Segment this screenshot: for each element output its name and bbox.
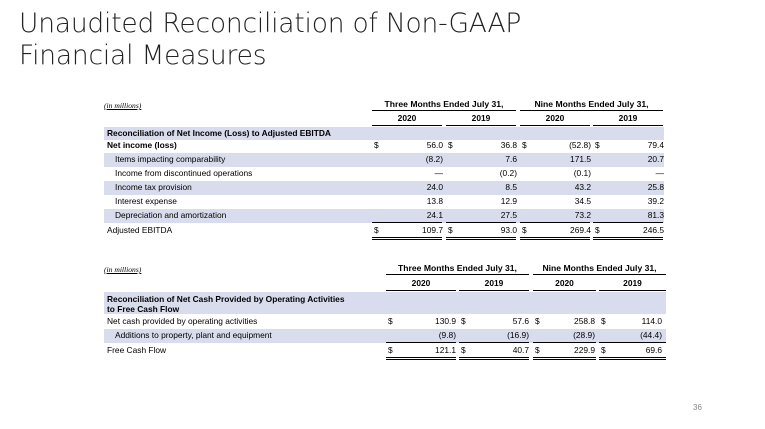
row-label: Additions to property, plant and equipment (115, 330, 272, 340)
table-cell: 7.6 (505, 154, 517, 164)
table-cell: 114.0 (641, 316, 662, 326)
row-label: Items impacting comparability (115, 154, 226, 164)
table-cell: 69.6 (645, 345, 662, 355)
subtotal-underline (533, 342, 596, 343)
table-cell: 229.9 (574, 345, 595, 355)
table-cell: (28.9) (573, 330, 595, 340)
year-header: 2020 (555, 278, 574, 288)
year-header: 2020 (411, 278, 431, 288)
table-cell: 57.6 (512, 316, 529, 326)
total-double-underline (446, 237, 516, 240)
row-label: Free Cash Flow (107, 345, 167, 355)
table-cell: 93.0 (500, 225, 517, 235)
table-cell: 8.5 (505, 182, 517, 192)
currency-symbol: $ (388, 316, 393, 326)
table-cell: 24.0 (426, 182, 443, 192)
year-underline (386, 290, 456, 291)
table-cell: 79.4 (647, 140, 664, 150)
row-label: Income tax provision (115, 182, 192, 192)
section-title: Reconciliation of Net Income (Loss) to Adjusted EBITDA (107, 128, 331, 138)
currency-symbol: $ (448, 225, 453, 235)
subtotal-underline (599, 342, 666, 343)
table-row (104, 329, 666, 343)
table-row (104, 315, 666, 329)
table-cell: 130.9 (435, 316, 456, 326)
table-cell: 246.5 (643, 225, 664, 235)
table-cell: (44.4) (640, 330, 662, 340)
table-cell: 20.7 (647, 154, 664, 164)
group-header-three-months: Three Months Ended July 31, (386, 263, 529, 275)
slide-title-line-1: Unaudited Reconciliation of Non-GAAP (19, 8, 522, 39)
table-cell: 24.1 (426, 210, 443, 220)
table-cell: 12.9 (500, 196, 517, 206)
table-cell: (9.8) (438, 330, 456, 340)
subtotal-underline (446, 222, 516, 223)
subtotal-underline (459, 342, 529, 343)
table-cell: (0.2) (499, 168, 517, 178)
total-double-underline (459, 357, 529, 360)
row-label: Adjusted EBITDA (107, 225, 173, 235)
table-cell: 258.8 (574, 316, 595, 326)
table-cell: 36.8 (500, 140, 517, 150)
units-label: (in millions) (104, 101, 142, 110)
table-cell: 81.3 (647, 210, 664, 220)
table-cell: 43.2 (574, 182, 591, 192)
currency-symbol: $ (535, 345, 540, 355)
currency-symbol: $ (601, 345, 606, 355)
year-header: 2020 (545, 113, 565, 123)
currency-symbol: $ (535, 316, 540, 326)
table-row (104, 153, 664, 167)
year-underline (372, 125, 442, 126)
table-row (104, 344, 666, 358)
subtotal-underline (593, 222, 663, 223)
table-cell: 56.0 (426, 140, 443, 150)
total-double-underline (593, 237, 663, 240)
total-double-underline (372, 237, 442, 240)
subtotal-underline (372, 222, 442, 223)
year-underline (593, 125, 663, 126)
currency-symbol: $ (601, 316, 606, 326)
row-label: Income from discontinued operations (115, 168, 253, 178)
year-header: 2019 (471, 113, 491, 123)
row-label: Net income (loss) (107, 140, 177, 150)
table-cell: 121.1 (435, 345, 456, 355)
table-cell: 27.5 (500, 210, 517, 220)
table-cell: 73.2 (574, 210, 591, 220)
group-header-nine-months: Nine Months Ended July 31, (520, 99, 663, 111)
section-title-line-1: Reconciliation of Net Cash Provided by Operating Activities (107, 294, 345, 304)
total-double-underline (599, 357, 666, 360)
group-header-nine-months: Nine Months Ended July 31, (533, 263, 666, 275)
row-label: Interest expense (115, 196, 177, 206)
table-cell: (52.8) (569, 140, 591, 150)
table-cell: 269.4 (570, 225, 591, 235)
year-underline (520, 125, 590, 126)
currency-symbol: $ (388, 345, 393, 355)
row-label: Net cash provided by operating activities (107, 316, 258, 326)
total-double-underline (533, 357, 596, 360)
page-number: 36 (693, 403, 702, 412)
table-cell: 109.7 (422, 225, 443, 235)
table-cell: 34.5 (574, 196, 591, 206)
table-cell: 171.5 (570, 154, 591, 164)
table-cell: 39.2 (647, 196, 664, 206)
subtotal-underline (386, 342, 456, 343)
year-header: 2019 (484, 278, 504, 288)
section-title-line-2: to Free Cash Flow (107, 303, 180, 314)
table-cell: — (434, 168, 443, 178)
year-header: 2020 (397, 113, 417, 123)
currency-symbol: $ (461, 345, 466, 355)
total-double-underline (386, 357, 456, 360)
currency-symbol: $ (522, 225, 527, 235)
year-underline (599, 290, 666, 291)
table-cell: (0.1) (573, 168, 591, 178)
year-underline (533, 290, 596, 291)
currency-symbol: $ (522, 140, 527, 150)
currency-symbol: $ (595, 140, 600, 150)
year-header: 2019 (623, 278, 642, 288)
table-row (104, 195, 664, 209)
year-underline (459, 290, 529, 291)
table-row (104, 181, 664, 195)
table-cell: (16.9) (507, 330, 529, 340)
table-cell: 40.7 (512, 345, 529, 355)
table-row (104, 224, 664, 238)
currency-symbol: $ (461, 316, 466, 326)
section-title (107, 295, 345, 314)
group-header-three-months: Three Months Ended July 31, (372, 99, 516, 111)
row-label: Depreciation and amortization (115, 210, 227, 220)
currency-symbol: $ (595, 225, 600, 235)
table-row (104, 167, 664, 181)
table-cell: 13.8 (426, 196, 443, 206)
year-underline (446, 125, 516, 126)
subtotal-underline (520, 222, 590, 223)
slide-title-line-2: Financial Measures (19, 40, 267, 71)
table-row (104, 209, 664, 223)
currency-symbol: $ (448, 140, 453, 150)
slide-title (19, 8, 579, 72)
year-header: 2019 (618, 113, 638, 123)
table-cell: (8.2) (425, 154, 443, 164)
units-label: (in millions) (104, 265, 142, 274)
table-row (104, 139, 664, 153)
currency-symbol: $ (374, 225, 379, 235)
table-cell: — (655, 168, 664, 178)
total-double-underline (520, 237, 590, 240)
currency-symbol: $ (374, 140, 379, 150)
table-cell: 25.8 (647, 182, 664, 192)
